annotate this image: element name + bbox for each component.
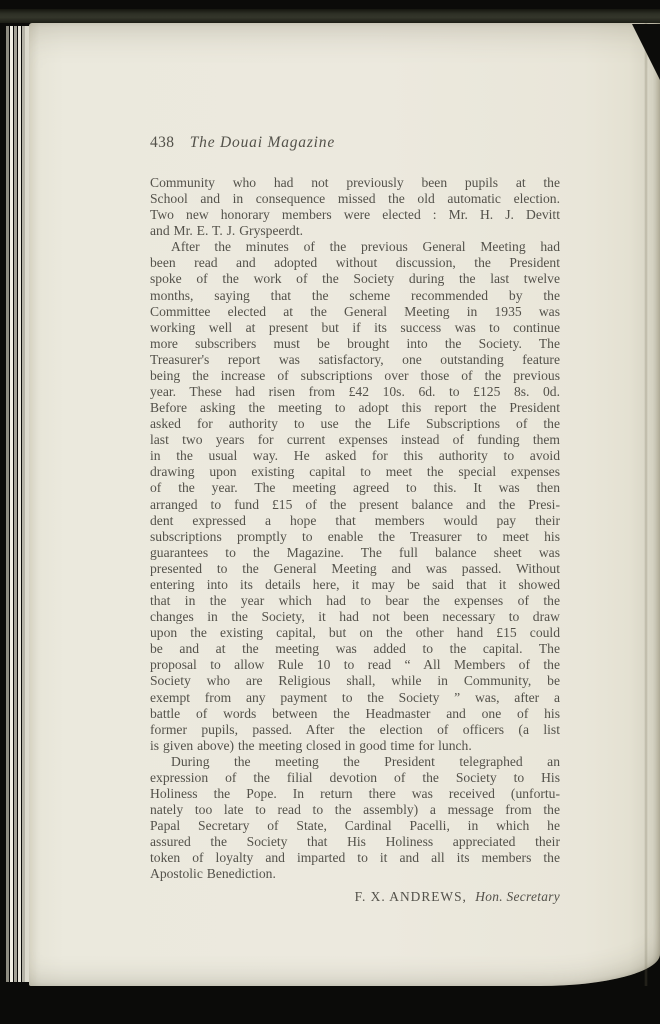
- text-line: After the minutes of the previous General Meeting had: [171, 239, 560, 255]
- text-line: Before asking the meeting to adopt this report the President: [150, 400, 560, 416]
- text-line: and Mr. E. T. J. Gryspeerdt.: [150, 223, 304, 239]
- page-number: 438: [150, 134, 175, 151]
- text-line: presented to the General Meeting and was passed. Without: [150, 560, 560, 576]
- text-line: been read and adopted without discussion, the President: [150, 255, 560, 271]
- text-line: dent expressed a hope that members would pay their: [150, 512, 560, 528]
- signature-line: [150, 889, 560, 905]
- text-line: more subscribers must be brought into the Society. The: [150, 335, 560, 351]
- text-line: arranged to fund £15 of the present balance and the Presi-: [150, 496, 560, 512]
- text-line: drawing upon existing capital to meet the special expenses: [150, 464, 560, 480]
- text-line: subscriptions promptly to enable the Treasurer to meet his: [150, 528, 560, 544]
- page-edge: [6, 26, 9, 982]
- page-header: [150, 134, 560, 153]
- text-line: During the meeting the President telegraphed an: [171, 753, 560, 769]
- text-line: Papal Secretary of State, Cardinal Pacelli, in which he: [150, 818, 560, 834]
- text-line: spoke of the work of the Society during the last twelve: [150, 271, 560, 287]
- magazine-title: The Douai Magazine: [189, 134, 336, 151]
- text-line: Holiness the Pope. In return there was received (unfortu-: [150, 785, 560, 801]
- text-line: Society who are Religious shall, while in Community, be: [150, 673, 560, 689]
- text-line: Committee elected at the General Meeting in 1935 was: [150, 303, 560, 319]
- text-line: Community who had not previously been pupils at the: [150, 175, 560, 190]
- text-line: is given above) the meeting closed in good time for lunch.: [150, 737, 472, 753]
- text-line: Two new honorary members were elected : Mr. H. J. Devitt: [150, 207, 560, 223]
- page-text: [150, 175, 560, 882]
- text-line: expression of the filial devotion of the Society to His: [150, 769, 560, 785]
- text-line: being the increase of subscriptions over those of the previous: [150, 367, 560, 383]
- text-line: former pupils, passed. After the election of officers (a list: [150, 721, 560, 737]
- text-line: battle of words between the Headmaster and one of his: [150, 705, 560, 721]
- page-edge: [18, 26, 21, 982]
- text-line: assured the Society that His Holiness appreciated their: [150, 834, 560, 850]
- text-line: changes in the Society, it had not been necessary to draw: [150, 609, 560, 625]
- text-line: of the year. The meeting agreed to this. It was then: [150, 480, 560, 496]
- text-line: Treasurer's report was satisfactory, one outstanding feature: [150, 351, 560, 367]
- text-line: exempt from any payment to the Society ” was, after a: [150, 689, 560, 705]
- text-line: last two years for current expenses instead of funding them: [150, 432, 560, 448]
- text-line: nately too late to read to the assembly) a message from the: [150, 802, 560, 818]
- page-fold: [644, 23, 648, 986]
- signature-role: Hon. Secretary: [475, 889, 560, 905]
- text-line: that in the year which had to bear the expenses of the: [150, 593, 560, 609]
- page-edge: [10, 26, 13, 982]
- book-cover-edge: [0, 9, 660, 23]
- text-line: School and in consequence missed the old automatic election.: [150, 191, 560, 207]
- text-line: in the usual way. He asked for this authority to avoid: [150, 448, 560, 464]
- text-line: Apostolic Benediction.: [150, 866, 276, 882]
- page-content: [150, 134, 560, 905]
- text-line: entering into its details here, it may be said that it showed: [150, 576, 560, 592]
- text-line: be and at the meeting was added to the capital. The: [150, 641, 560, 657]
- text-line: months, saying that the scheme recommended by the: [150, 287, 560, 303]
- signature-name: F. X. ANDREWS,: [354, 889, 467, 905]
- book-page: [29, 23, 660, 986]
- text-line: working well at present but if its success was to continue: [150, 319, 560, 335]
- text-line: asked for authority to use the Life Subscriptions of the: [150, 416, 560, 432]
- text-line: upon the existing capital, but on the other hand £15 could: [150, 625, 560, 641]
- text-line: guarantees to the Magazine. The full balance sheet was: [150, 544, 560, 560]
- text-line: proposal to allow Rule 10 to read “ All Members of the: [150, 657, 560, 673]
- text-line: token of loyalty and imparted to it and all its members the: [150, 850, 560, 866]
- page-edge: [14, 26, 17, 982]
- text-line: year. These had risen from £42 10s. 6d. to £125 8s. 0d.: [150, 384, 560, 400]
